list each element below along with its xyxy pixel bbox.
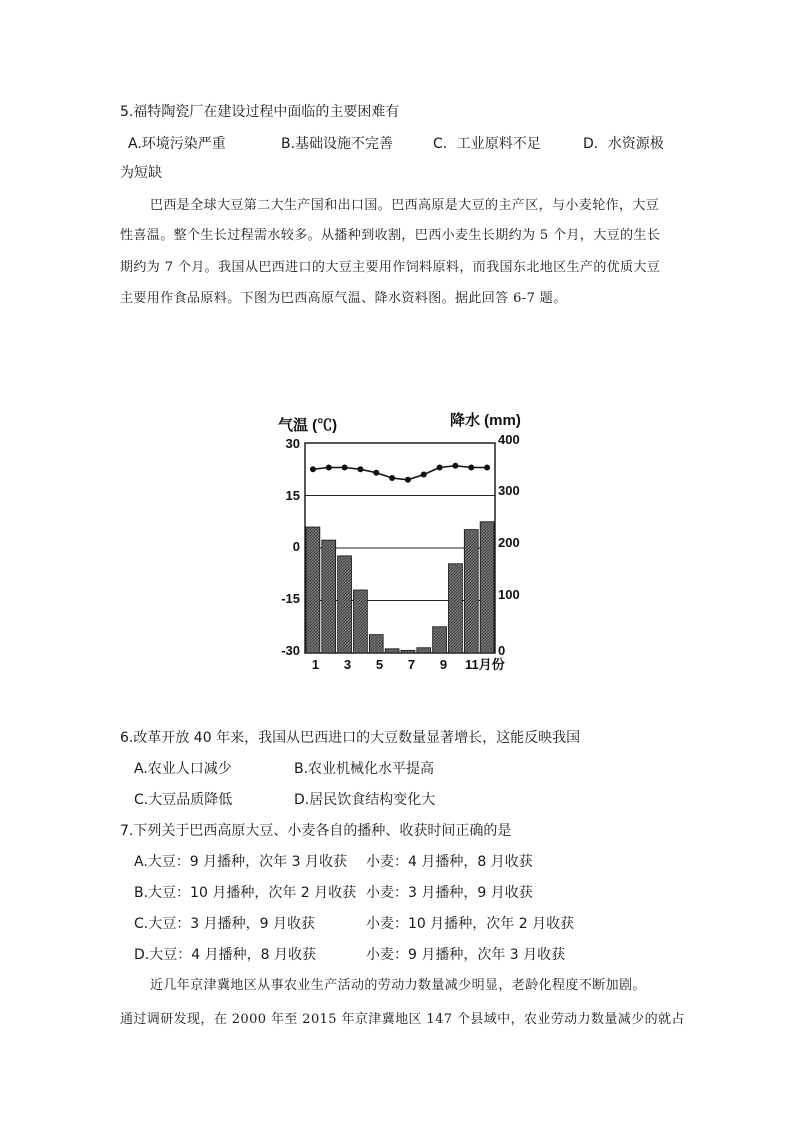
chart-ytick-left: 0 xyxy=(292,539,300,554)
precipitation-bar xyxy=(480,522,494,653)
q7-option-b-wheat: 小麦：3 月播种，9 月收获 xyxy=(366,885,533,901)
q5-option-c: C．工业原料不足 xyxy=(433,136,541,152)
q7-option-d-wheat: 小麦：9 月播种，次年 3 月收获 xyxy=(366,947,566,963)
temperature-point xyxy=(357,466,363,472)
q7-option-b-soy: B.大豆：10 月播种，次年 2 月收获 xyxy=(134,885,357,901)
q7-stem: 7.下列关于巴西高原大豆、小麦各自的播种、收获时间正确的是 xyxy=(120,823,512,839)
precipitation-bar xyxy=(369,635,383,653)
precipitation-bar xyxy=(417,648,431,653)
temperature-point xyxy=(373,470,379,476)
chart-xtick: 1 xyxy=(311,657,320,672)
q5-option-d: D．水资源极 xyxy=(583,136,664,152)
q5-option-a: A.环境污染严重 xyxy=(128,136,226,152)
q7-option-c-wheat: 小麦：10 月播种，次年 2 月收获 xyxy=(366,916,575,932)
chart-ytick-left: -15 xyxy=(281,591,300,606)
temperature-point xyxy=(326,465,332,471)
temperature-point xyxy=(405,477,411,483)
temperature-line xyxy=(313,466,487,480)
chart-xtick: 3 xyxy=(343,657,352,672)
chart-ytick-left: 15 xyxy=(285,488,300,503)
chart-xtick: 5 xyxy=(375,657,384,672)
passage1-line-3: 期约为 7 个月。我国从巴西进口的大豆主要用作饲料原料，而我国东北地区生产的优质大豆 xyxy=(120,260,661,275)
q7-option-a-wheat: 小麦：4 月播种，8 月收获 xyxy=(366,854,533,870)
climate-chart xyxy=(270,405,540,675)
temperature-point xyxy=(310,466,316,472)
chart-ytick-right: 200 xyxy=(498,535,520,550)
q7-option-c-soy: C.大豆：3 月播种，9 月收获 xyxy=(134,916,315,932)
precipitation-bar xyxy=(338,556,352,653)
precipitation-bar xyxy=(449,564,463,653)
precipitation-bar xyxy=(433,627,447,653)
temperature-point xyxy=(421,472,427,478)
chart-ylabel-right: 降水 (mm) xyxy=(450,412,521,429)
chart-ytick-right: 0 xyxy=(498,643,506,658)
q7-option-d-soy: D.大豆：4 月播种，8 月收获 xyxy=(134,947,316,963)
temperature-point xyxy=(484,465,490,471)
q6-option-c: C.大豆品质降低 xyxy=(134,792,233,808)
q5-option-b: B.基础设施不完善 xyxy=(281,136,394,152)
q5-stem: 5.福特陶瓷厂在建设过程中面临的主要困难有 xyxy=(120,104,400,120)
chart-ytick-right: 400 xyxy=(498,432,520,447)
q6-option-b: B.农业机械化水平提高 xyxy=(294,761,435,777)
precipitation-bar xyxy=(401,650,415,653)
passage1-line-2: 性喜温。整个生长过程需水较多。从播种到收割，巴西小麦生长期约为 5 个月，大豆的生长 xyxy=(120,228,661,243)
precipitation-bar xyxy=(464,530,478,653)
temperature-point xyxy=(452,463,458,469)
chart-xtick: 9 xyxy=(439,657,448,672)
passage2-line-1: 近几年京津冀地区从事农业生产活动的劳动力数量减少明显，老龄化程度不断加剧。 xyxy=(150,978,646,993)
temperature-point xyxy=(389,475,395,481)
q6-stem: 6.改革开放 40 年来，我国从巴西进口的大豆数量显著增长，这能反映我国 xyxy=(120,730,581,746)
chart-ytick-right: 300 xyxy=(498,483,520,498)
chart-ytick-right: 100 xyxy=(498,587,520,602)
chart-xtick: 7 xyxy=(407,657,416,672)
precipitation-bar xyxy=(385,649,399,653)
chart-ylabel-left: 气温 (℃) xyxy=(278,417,338,434)
chart-ytick-left: -30 xyxy=(281,643,300,658)
passage2-line-2: 通过调研发现，在 2000 年至 2015 年京津冀地区 147 个县域中，农业劳动力数量减少的就占 xyxy=(120,1012,685,1027)
passage1-line-1: 巴西是全球大豆第二大生产国和出口国。巴西高原是大豆的主产区，与小麦轮作，大豆 xyxy=(150,198,660,213)
q7-option-a-soy: A.大豆：9 月播种，次年 3 月收获 xyxy=(134,854,347,870)
temperature-point xyxy=(342,465,348,471)
chart-xtick: 11月份 xyxy=(465,657,505,672)
passage1-line-4: 主要用作食品原料。下图为巴西高原气温、降水资料图。据此回答 6-7 题。 xyxy=(120,291,567,306)
precipitation-bar xyxy=(306,527,320,653)
temperature-point xyxy=(468,465,474,471)
temperature-point xyxy=(437,465,443,471)
precipitation-bar xyxy=(354,590,368,653)
q6-option-d: D.居民饮食结构变化大 xyxy=(294,792,436,808)
chart-ytick-left: 30 xyxy=(285,436,300,451)
q6-option-a: A.农业人口减少 xyxy=(134,761,232,777)
q5-option-d-continued: 为短缺 xyxy=(120,165,162,181)
precipitation-bar xyxy=(322,540,336,653)
